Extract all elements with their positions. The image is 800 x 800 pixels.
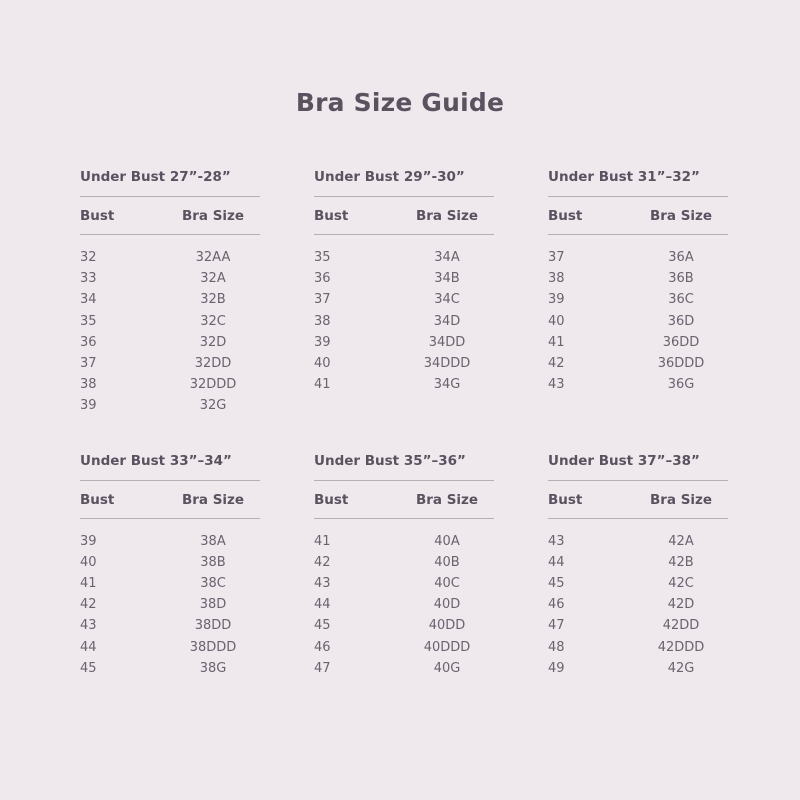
table-row [80,637,260,658]
cell-bust: 49 [548,660,565,676]
table-row [314,531,494,552]
cell-bust: 42 [548,356,565,372]
cell-bra-size: 42G [667,660,695,676]
column-header-bra-size: Bra Size [415,208,479,224]
size-table [80,453,260,679]
cell-bra-size: 32D [199,334,227,350]
column-headers [314,197,494,235]
table-row [314,573,494,594]
cell-bust: 43 [548,377,565,393]
table-row [548,247,728,268]
cell-bra-size: 40A [434,533,460,549]
cell-bust: 46 [314,639,331,655]
cell-bra-size: 40G [433,660,461,676]
column-header-bra-size: Bra Size [181,491,245,508]
table-row [314,311,494,332]
table-row [314,552,494,573]
column-headers [80,481,260,519]
cell-bra-size: 34G [433,377,461,393]
cell-bra-size: 42DDD [657,639,705,655]
cell-bra-size: 36D [667,313,695,329]
size-table [314,169,494,417]
size-table-rows [314,519,494,679]
cell-bra-size: 32G [199,398,227,414]
cell-bust: 36 [80,334,97,350]
size-table [548,453,728,679]
cell-bust: 39 [80,533,97,549]
cell-bra-size: 40DDD [423,639,471,655]
table-row [314,594,494,615]
cell-bust: 32 [80,250,97,265]
column-headers [548,481,728,519]
cell-bra-size: 34C [434,292,460,308]
table-row [80,573,260,594]
cell-bra-size: 40B [434,554,460,570]
cell-bra-size: 32B [200,292,226,308]
cell-bust: 48 [548,639,565,655]
column-header-bust: Bust [314,491,349,508]
table-row [80,374,260,395]
table-row [80,658,260,679]
cell-bra-size: 36C [668,292,694,308]
cell-bust: 43 [548,533,565,549]
cell-bra-size: 42B [668,554,694,570]
table-row [548,531,728,552]
cell-bra-size: 32DDD [189,377,237,393]
cell-bra-size: 34D [433,313,461,329]
column-header-bra-size: Bra Size [649,491,713,508]
table-row [548,268,728,289]
cell-bra-size: 36A [668,250,694,265]
column-header-bust: Bust [548,491,583,508]
table-row [80,311,260,332]
size-table-heading: Under Bust 37”–38” [548,453,728,481]
cell-bra-size: 38DD [194,618,232,634]
table-row [314,332,494,353]
cell-bra-size: 38C [200,576,226,592]
cell-bra-size: 38DDD [189,639,237,655]
cell-bra-size: 36G [667,377,695,393]
cell-bra-size: 42DD [662,618,700,634]
table-row [548,353,728,374]
size-table-heading: Under Bust 29”-30” [314,169,494,197]
size-table-heading: Under Bust 33”–34” [80,453,260,481]
cell-bra-size: 36DDD [657,356,705,372]
cell-bust: 43 [314,576,331,592]
column-headers [314,481,494,519]
size-table [548,169,728,417]
table-row [80,531,260,552]
cell-bust: 45 [314,618,331,634]
cell-bust: 41 [314,377,331,393]
size-table-heading: Under Bust 31”–32” [548,169,728,197]
cell-bust: 37 [548,250,565,265]
cell-bust: 39 [548,292,565,308]
column-header-bust: Bust [548,208,583,224]
cell-bust: 42 [314,554,331,570]
table-row [548,573,728,594]
cell-bust: 47 [548,618,565,634]
cell-bust: 41 [314,533,331,549]
table-row [80,332,260,353]
table-row [548,637,728,658]
cell-bra-size: 32A [200,271,226,287]
table-row [80,552,260,573]
table-row [548,615,728,636]
cell-bra-size: 40C [434,576,460,592]
cell-bust: 41 [80,576,97,592]
cell-bust: 38 [548,271,565,287]
cell-bra-size: 38B [200,554,226,570]
table-row [548,552,728,573]
cell-bust: 37 [314,292,331,308]
size-table-rows [548,235,728,395]
table-row [314,615,494,636]
size-table-heading: Under Bust 35”–36” [314,453,494,481]
cell-bust: 42 [80,597,97,613]
size-table-heading: Under Bust 27”-28” [80,169,260,197]
cell-bust: 38 [314,313,331,329]
cell-bust: 37 [80,356,97,372]
table-row [80,353,260,374]
size-table-rows [80,519,260,679]
size-table-rows [314,235,494,395]
column-header-bra-size: Bra Size [415,491,479,508]
table-row [314,289,494,310]
cell-bust: 45 [548,576,565,592]
cell-bust: 40 [80,554,97,570]
size-table [80,169,260,417]
cell-bust: 45 [80,660,97,676]
table-row [548,658,728,679]
cell-bust: 35 [314,250,331,265]
size-table [314,453,494,679]
column-header-bra-size: Bra Size [649,208,713,224]
cell-bra-size: 32DD [194,356,232,372]
cell-bust: 47 [314,660,331,676]
cell-bust: 43 [80,618,97,634]
cell-bust: 40 [548,313,565,329]
column-headers [548,197,728,235]
cell-bra-size: 38A [200,533,226,549]
cell-bra-size: 40D [433,597,461,613]
cell-bra-size: 40DD [428,618,466,634]
cell-bust: 44 [314,597,331,613]
table-row [548,289,728,310]
cell-bust: 44 [548,554,565,570]
cell-bust: 36 [314,271,331,287]
cell-bust: 38 [80,377,97,393]
table-row [548,332,728,353]
table-row [314,353,494,374]
cell-bust: 34 [80,292,97,308]
table-row [80,268,260,289]
column-header-bust: Bust [80,208,115,224]
cell-bra-size: 38D [199,597,227,613]
cell-bra-size: 34A [434,250,460,265]
table-row [548,594,728,615]
cell-bust: 46 [548,597,565,613]
size-table-rows [548,519,728,679]
table-row [80,289,260,310]
size-tables-grid [80,117,720,679]
cell-bra-size: 32AA [195,250,231,265]
column-header-bust: Bust [80,491,115,508]
column-header-bra-size: Bra Size [181,208,245,224]
column-headers [80,197,260,235]
cell-bra-size: 34B [434,271,460,287]
table-row [314,247,494,268]
cell-bra-size: 32C [200,313,226,329]
table-row [80,247,260,268]
cell-bust: 39 [314,334,331,350]
cell-bust: 41 [548,334,565,350]
cell-bra-size: 34DDD [423,356,471,372]
cell-bra-size: 36DD [662,334,700,350]
page-title: Bra Size Guide [295,88,505,117]
cell-bra-size: 34DD [428,334,466,350]
cell-bust: 33 [80,271,97,287]
table-row [80,615,260,636]
cell-bra-size: 42C [668,576,694,592]
cell-bust: 39 [80,398,97,414]
cell-bra-size: 38G [199,660,227,676]
table-row [548,374,728,395]
cell-bra-size: 42D [667,597,695,613]
cell-bust: 44 [80,639,97,655]
table-row [80,395,260,416]
cell-bra-size: 42A [668,533,694,549]
column-header-bust: Bust [314,208,349,224]
table-row [314,658,494,679]
table-row [314,637,494,658]
size-table-rows [80,235,260,417]
cell-bust: 40 [314,356,331,372]
table-row [80,594,260,615]
table-row [548,311,728,332]
table-row [314,374,494,395]
cell-bra-size: 36B [668,271,694,287]
table-row [314,268,494,289]
cell-bust: 35 [80,313,97,329]
